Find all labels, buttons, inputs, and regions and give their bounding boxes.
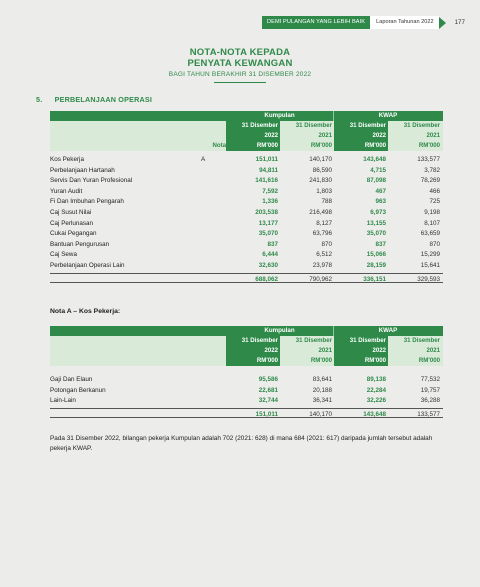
group-kwap: KWAP	[378, 327, 398, 334]
col-kwap-2021: 31 Disember 2021 RM'000	[403, 122, 440, 149]
value-kumpulan-2021: 23,978	[312, 261, 332, 269]
col-kwap-2022: 31 Disember 2022 RM'000	[334, 336, 388, 366]
table-column-header	[50, 121, 443, 151]
group-kumpulan: Kumpulan	[226, 111, 334, 121]
total-row	[50, 273, 443, 284]
value-kwap-2021: 15,299	[420, 251, 440, 259]
row-nota	[198, 250, 226, 261]
row-label: Caj Perlunasan	[50, 219, 94, 227]
table-row	[50, 261, 443, 272]
col-kwap-2022: 31 Disember 2022 RM'000	[334, 121, 388, 151]
row-nota	[198, 386, 226, 397]
value-kwap-2021: 9,198	[424, 208, 440, 216]
total-kumpulan-2022: 688,062	[255, 275, 278, 283]
table-row	[50, 155, 443, 166]
value-kumpulan-2021: 6,512	[316, 251, 332, 259]
value-kwap-2022: 4,715	[370, 166, 386, 174]
value-kwap-2021: 36,288	[420, 397, 440, 405]
col-kumpulan-2022: 31 Disember 2022 RM'000	[226, 121, 280, 151]
value-kwap-2022: 837	[375, 240, 386, 248]
row-label: Gaji Dan Elaun	[50, 376, 93, 383]
value-kwap-2021: 725	[429, 198, 440, 206]
operating-expenses-table	[50, 111, 443, 283]
value-kwap-2022: 467	[375, 187, 386, 195]
value-kumpulan-2022: 1,336	[262, 198, 278, 206]
col-kumpulan-2021: 31 Disember 2021 RM'000	[295, 337, 332, 364]
table-row	[50, 219, 443, 230]
value-kwap-2021: 78,269	[420, 177, 440, 185]
value-kumpulan-2022: 35,070	[258, 230, 278, 238]
col-kumpulan-2022: 31 Disember 2022 RM'000	[226, 336, 280, 366]
row-label: Potongan Berkanun	[50, 386, 106, 394]
total-row	[50, 408, 443, 419]
value-kwap-2021: 19,757	[420, 386, 440, 394]
total-kumpulan-2021: 790,962	[309, 275, 332, 283]
banner-tagline: DEMI PULANGAN YANG LEBIH BAIK	[262, 16, 370, 29]
value-kwap-2022: 87,098	[366, 177, 386, 185]
table-row	[50, 208, 443, 219]
col-kumpulan-2021: 31 Disember 2021 RM'000	[295, 122, 332, 149]
row-label: Yuran Audit	[50, 187, 83, 195]
row-nota	[198, 166, 226, 177]
banner-report-title: Laporan Tahunan 2022	[370, 16, 438, 29]
row-label: Cukai Pegangan	[50, 230, 97, 238]
value-kumpulan-2021: 20,188	[312, 386, 332, 394]
value-kwap-2022: 32,226	[366, 397, 386, 405]
chevron-right-icon	[439, 17, 446, 29]
row-nota	[198, 229, 226, 240]
table-body	[50, 375, 443, 418]
value-kumpulan-2021: 86,590	[312, 166, 332, 174]
table-row	[50, 250, 443, 261]
value-kumpulan-2022: 22,681	[258, 386, 278, 394]
row-label: Fi Dan Imbuhan Pengarah	[50, 198, 124, 206]
value-kumpulan-2022: 837	[267, 240, 278, 248]
page-banner	[262, 16, 465, 29]
table-group-header	[50, 111, 443, 121]
total-kwap-2021: 329,593	[417, 275, 440, 283]
total-kwap-2022: 336,151	[363, 275, 386, 283]
page-number: 177	[454, 19, 465, 26]
table-row	[50, 396, 443, 407]
table-row	[50, 240, 443, 251]
value-kumpulan-2022: 13,177	[258, 219, 278, 227]
value-kumpulan-2021: 788	[321, 198, 332, 206]
table-body	[50, 155, 443, 283]
value-kwap-2022: 89,138	[366, 376, 386, 383]
value-kumpulan-2021: 140,170	[309, 156, 332, 163]
row-label: Lain-Lain	[50, 397, 76, 405]
row-nota	[198, 187, 226, 198]
value-kwap-2021: 8,107	[424, 219, 440, 227]
row-label: Perbelanjaan Operasi Lain	[50, 261, 125, 269]
value-kwap-2022: 6,973	[370, 208, 386, 216]
group-kumpulan: Kumpulan	[226, 326, 334, 336]
group-kwap: KWAP	[378, 112, 398, 119]
value-kumpulan-2022: 203,538	[255, 208, 278, 216]
row-nota	[198, 261, 226, 272]
section-heading	[36, 95, 152, 104]
value-kumpulan-2022: 95,586	[258, 376, 278, 383]
value-kumpulan-2022: 141,616	[255, 177, 278, 185]
row-nota	[198, 208, 226, 219]
page-title	[0, 47, 480, 83]
value-kwap-2022: 22,284	[366, 386, 386, 394]
value-kumpulan-2022: 151,011	[255, 156, 278, 163]
title-divider	[214, 82, 266, 83]
row-nota	[198, 240, 226, 251]
nota-column-header: Nota	[212, 142, 226, 149]
title-subtitle: BAGI TAHUN BERAKHIR 31 DISEMBER 2022	[168, 71, 312, 78]
value-kwap-2021: 466	[429, 187, 440, 195]
row-label: Caj Susut Nilai	[50, 208, 92, 216]
table-row	[50, 166, 443, 177]
value-kumpulan-2021: 870	[321, 240, 332, 248]
section-title: PERBELANJAAN OPERASI	[54, 95, 153, 104]
value-kwap-2021: 3,782	[424, 166, 440, 174]
row-label: Bantuan Pengurusan	[50, 240, 110, 248]
col-kwap-2021: 31 Disember 2021 RM'000	[403, 337, 440, 364]
table-column-header	[50, 336, 443, 366]
value-kwap-2022: 28,159	[366, 261, 386, 269]
value-kumpulan-2022: 32,744	[258, 397, 278, 405]
row-nota	[198, 396, 226, 407]
title-line-2: PENYATA KEWANGAN	[187, 58, 293, 69]
value-kumpulan-2021: 36,341	[312, 397, 332, 405]
table-row	[50, 176, 443, 187]
row-nota	[198, 375, 226, 386]
value-kumpulan-2021: 63,796	[312, 230, 332, 238]
value-kumpulan-2022: 94,811	[259, 166, 278, 174]
table-group-header	[50, 326, 443, 336]
footnote: Pada 31 Disember 2022, bilangan pekerja Kumpulan adalah 702 (2021: 628) di mana 684 (2021: 617) daripada jumlah tersebut adalah pekerja KWAP.	[50, 435, 433, 452]
staff-cost-table	[50, 326, 443, 418]
value-kumpulan-2021: 1,803	[316, 187, 332, 195]
note-a-heading: Nota A – Kos Pekerja:	[50, 308, 121, 315]
value-kwap-2021: 870	[429, 240, 440, 248]
value-kumpulan-2021: 8,127	[316, 219, 332, 227]
value-kwap-2022: 15,066	[366, 251, 386, 259]
value-kwap-2021: 77,532	[420, 376, 440, 383]
total-kumpulan-2022: 151,011	[255, 410, 278, 418]
value-kwap-2022: 13,155	[366, 219, 386, 227]
value-kumpulan-2022: 7,592	[262, 187, 278, 195]
value-kwap-2022: 143,648	[363, 156, 386, 163]
table-row	[50, 197, 443, 208]
value-kumpulan-2022: 32,630	[258, 261, 278, 269]
table-row	[50, 229, 443, 240]
row-nota	[198, 197, 226, 208]
row-label: Caj Sewa	[50, 251, 77, 259]
row-label: Servis Dan Yuran Profesional	[50, 177, 133, 185]
value-kwap-2021: 63,659	[420, 230, 440, 238]
value-kwap-2022: 963	[375, 198, 386, 206]
value-kwap-2021: 133,577	[417, 156, 440, 163]
row-nota	[198, 219, 226, 230]
table-row	[50, 375, 443, 386]
value-kwap-2021: 15,641	[420, 261, 440, 269]
row-nota	[198, 176, 226, 187]
row-label: Perbelanjaan Hartanah	[50, 166, 115, 174]
value-kumpulan-2021: 216,498	[309, 208, 332, 216]
total-kumpulan-2021: 140,170	[309, 410, 332, 418]
total-kwap-2022: 143,648	[363, 410, 386, 418]
table-row	[50, 386, 443, 397]
value-kumpulan-2021: 241,830	[309, 177, 332, 185]
value-kumpulan-2022: 6,444	[262, 251, 278, 259]
value-kumpulan-2021: 83,641	[312, 376, 332, 383]
total-kwap-2021: 133,577	[417, 410, 440, 418]
row-label: Kos Pekerja	[50, 156, 84, 163]
table-row	[50, 187, 443, 198]
section-number: 5.	[36, 95, 43, 104]
row-nota: A	[201, 156, 206, 163]
title-line-1: NOTA-NOTA KEPADA	[189, 47, 291, 58]
value-kwap-2022: 35,070	[366, 230, 386, 238]
